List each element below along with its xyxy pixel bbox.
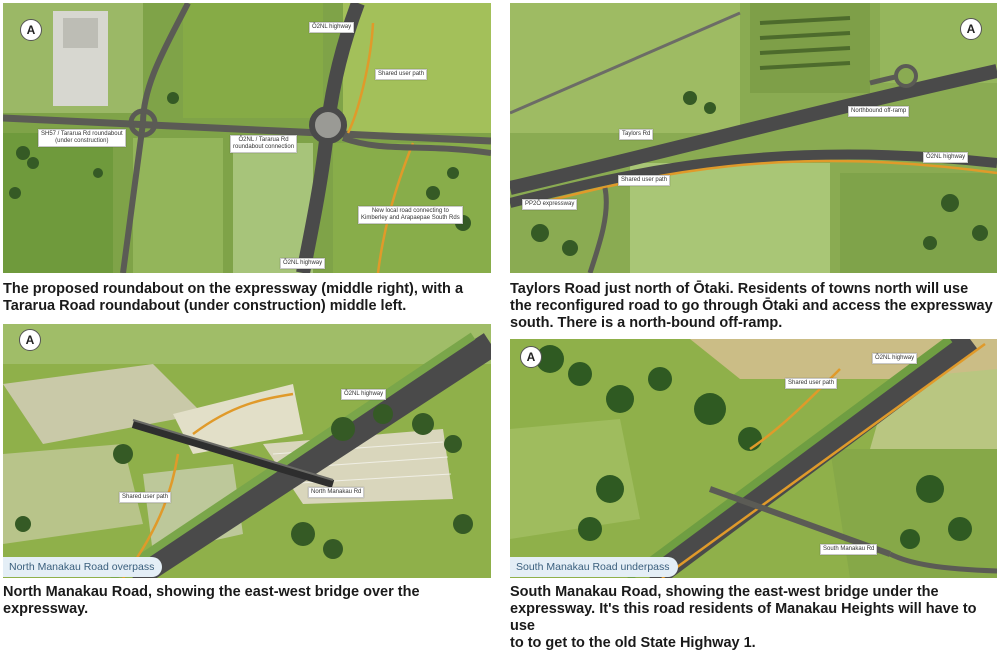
map-label-north-manakau-rd: North Manakau Rd — [308, 487, 364, 498]
map-label-pp2o-expressway: PP2Ō expressway — [522, 199, 577, 210]
aerial-panel-north-manakau — [3, 324, 491, 578]
map-label-o2nl-tararua-connection: Ō2NL / Tararua Rd roundabout connection — [230, 135, 297, 153]
caption-taylors: Taylors Road just north of Ōtaki. Residents of towns north will use the reconfigured road to go through Ōtaki and access the expressway south. There is a north-bound off-ramp. — [510, 281, 993, 331]
map-label-o2nl-highway: Ō2NL highway — [872, 353, 917, 364]
map-label-northbound-off-ramp: Northbound off-ramp — [848, 106, 909, 117]
north-arrow-icon: A — [960, 18, 982, 40]
map-label-taylors-rd: Taylors Rd — [619, 129, 653, 140]
map-label-o2nl-highway: Ō2NL highway — [923, 152, 968, 163]
aerial-panel-south-manakau — [510, 339, 997, 578]
caption-tararua: The proposed roundabout on the expressway (middle right), with a Tararua Road roundabout (under construction) middle left. — [3, 281, 464, 314]
caption-north-manakau: North Manakau Road, showing the east-west bridge over the expressway. — [3, 584, 420, 617]
map-label-o2nl-highway-top: Ō2NL highway — [309, 22, 354, 33]
aerial-panel-tararua — [3, 3, 491, 273]
map-label-sh57-roundabout: SH57 / Tararua Rd roundabout (under construction) — [38, 129, 126, 147]
map-label-south-manakau-rd: South Manakau Rd — [820, 544, 877, 555]
map-label-shared-user-path: Shared user path — [375, 69, 427, 80]
map-label-shared-user-path: Shared user path — [119, 492, 171, 503]
caption-south-manakau: South Manakau Road, showing the east-west bridge under the expressway. It's this road residents of Manakau Heights will have to use to to get to the old State Highway 1. — [510, 584, 977, 651]
aerial-image — [510, 339, 997, 578]
overpass-tag: North Manakau Road overpass — [3, 557, 162, 577]
underpass-tag: South Manakau Road underpass — [510, 557, 678, 577]
map-label-new-local-road: New local road connecting to Kimberley and Arapaepae South Rds — [358, 206, 463, 224]
aerial-panel-taylors — [510, 3, 997, 273]
aerial-image — [3, 324, 491, 578]
map-label-shared-user-path: Shared user path — [785, 378, 837, 389]
aerial-image — [510, 3, 997, 273]
map-label-o2nl-highway-bottom: Ō2NL highway — [280, 258, 325, 269]
north-arrow-icon: A — [19, 329, 41, 351]
north-arrow-icon: A — [520, 346, 542, 368]
north-arrow-icon: A — [20, 19, 42, 41]
map-label-o2nl-highway: Ō2NL highway — [341, 389, 386, 400]
map-label-shared-user-path: Shared user path — [618, 175, 670, 186]
